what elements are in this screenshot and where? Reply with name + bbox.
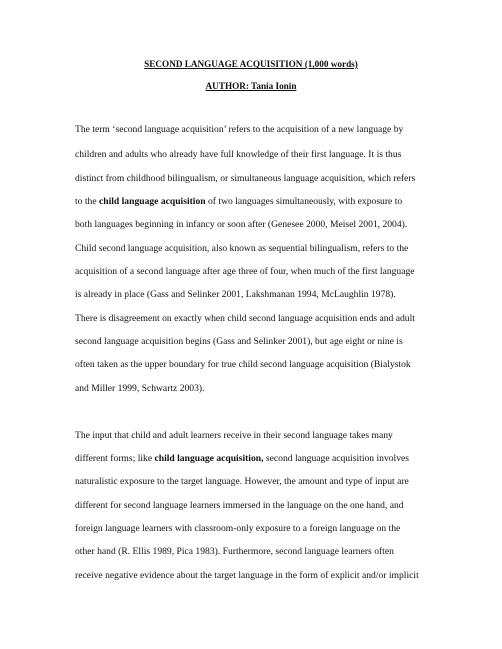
text-line: receive negative evidence about the target language in the form of explicit and/or implicit — [75, 570, 419, 581]
text-line: to the child language acquisition of two languages simultaneously, with exposure to — [75, 196, 403, 207]
text-line: naturalistic exposure to the target language. However, the amount and type of input are — [75, 476, 409, 487]
text-line: both languages beginning in infancy or soon after (Genesee 2000, Meisel 2001, 2004). — [75, 219, 408, 230]
text-line: The input that child and adult learners receive in their second language takes many — [75, 430, 393, 441]
text-line: Child second language acquisition, also known as sequential bilingualism, refers to the — [75, 243, 409, 254]
document-title: SECOND LANGUAGE ACQUISITION (1,000 words) — [144, 59, 358, 69]
text-line: other hand (R. Ellis 1989, Pica 1983). Furthermore, second language learners often — [75, 546, 394, 557]
text-line: distinct from childhood bilingualism, or simultaneous language acquisition, which refers — [75, 173, 416, 184]
bold-term: child language acquisition — [98, 196, 206, 207]
bold-term: child language acquisition, — [154, 453, 264, 464]
text-line: The term ‘second language acquisition’ refers to the acquisition of a new language by — [75, 124, 404, 135]
text-line: different forms; like child language acquisition, second language acquisition involves — [75, 453, 409, 464]
document-author: AUTHOR: Tania Ionin — [205, 81, 297, 91]
text-line: is already in place (Gass and Selinker 2001, Lakshmanan 1994, McLaughlin 1978). — [75, 289, 396, 300]
text-line: acquisition of a second language after age three of four, when much of the first language — [75, 266, 415, 277]
text-line: There is disagreement on exactly when child second language acquisition ends and adult — [75, 313, 415, 324]
text-line: second language acquisition begins (Gass and Selinker 2001), but age eight or nine is — [75, 336, 403, 347]
text-line: and Miller 1999, Schwartz 2003). — [75, 383, 205, 394]
text-line: different for second language learners immersed in the language on the one hand, and — [75, 500, 404, 511]
text-line: often taken as the upper boundary for true child second language acquisition (Bialystok — [75, 359, 411, 370]
text-line: children and adults who already have full knowledge of their first language. It is thus — [75, 149, 402, 160]
text-line: foreign language learners with classroom-only exposure to a foreign language on the — [75, 523, 401, 534]
